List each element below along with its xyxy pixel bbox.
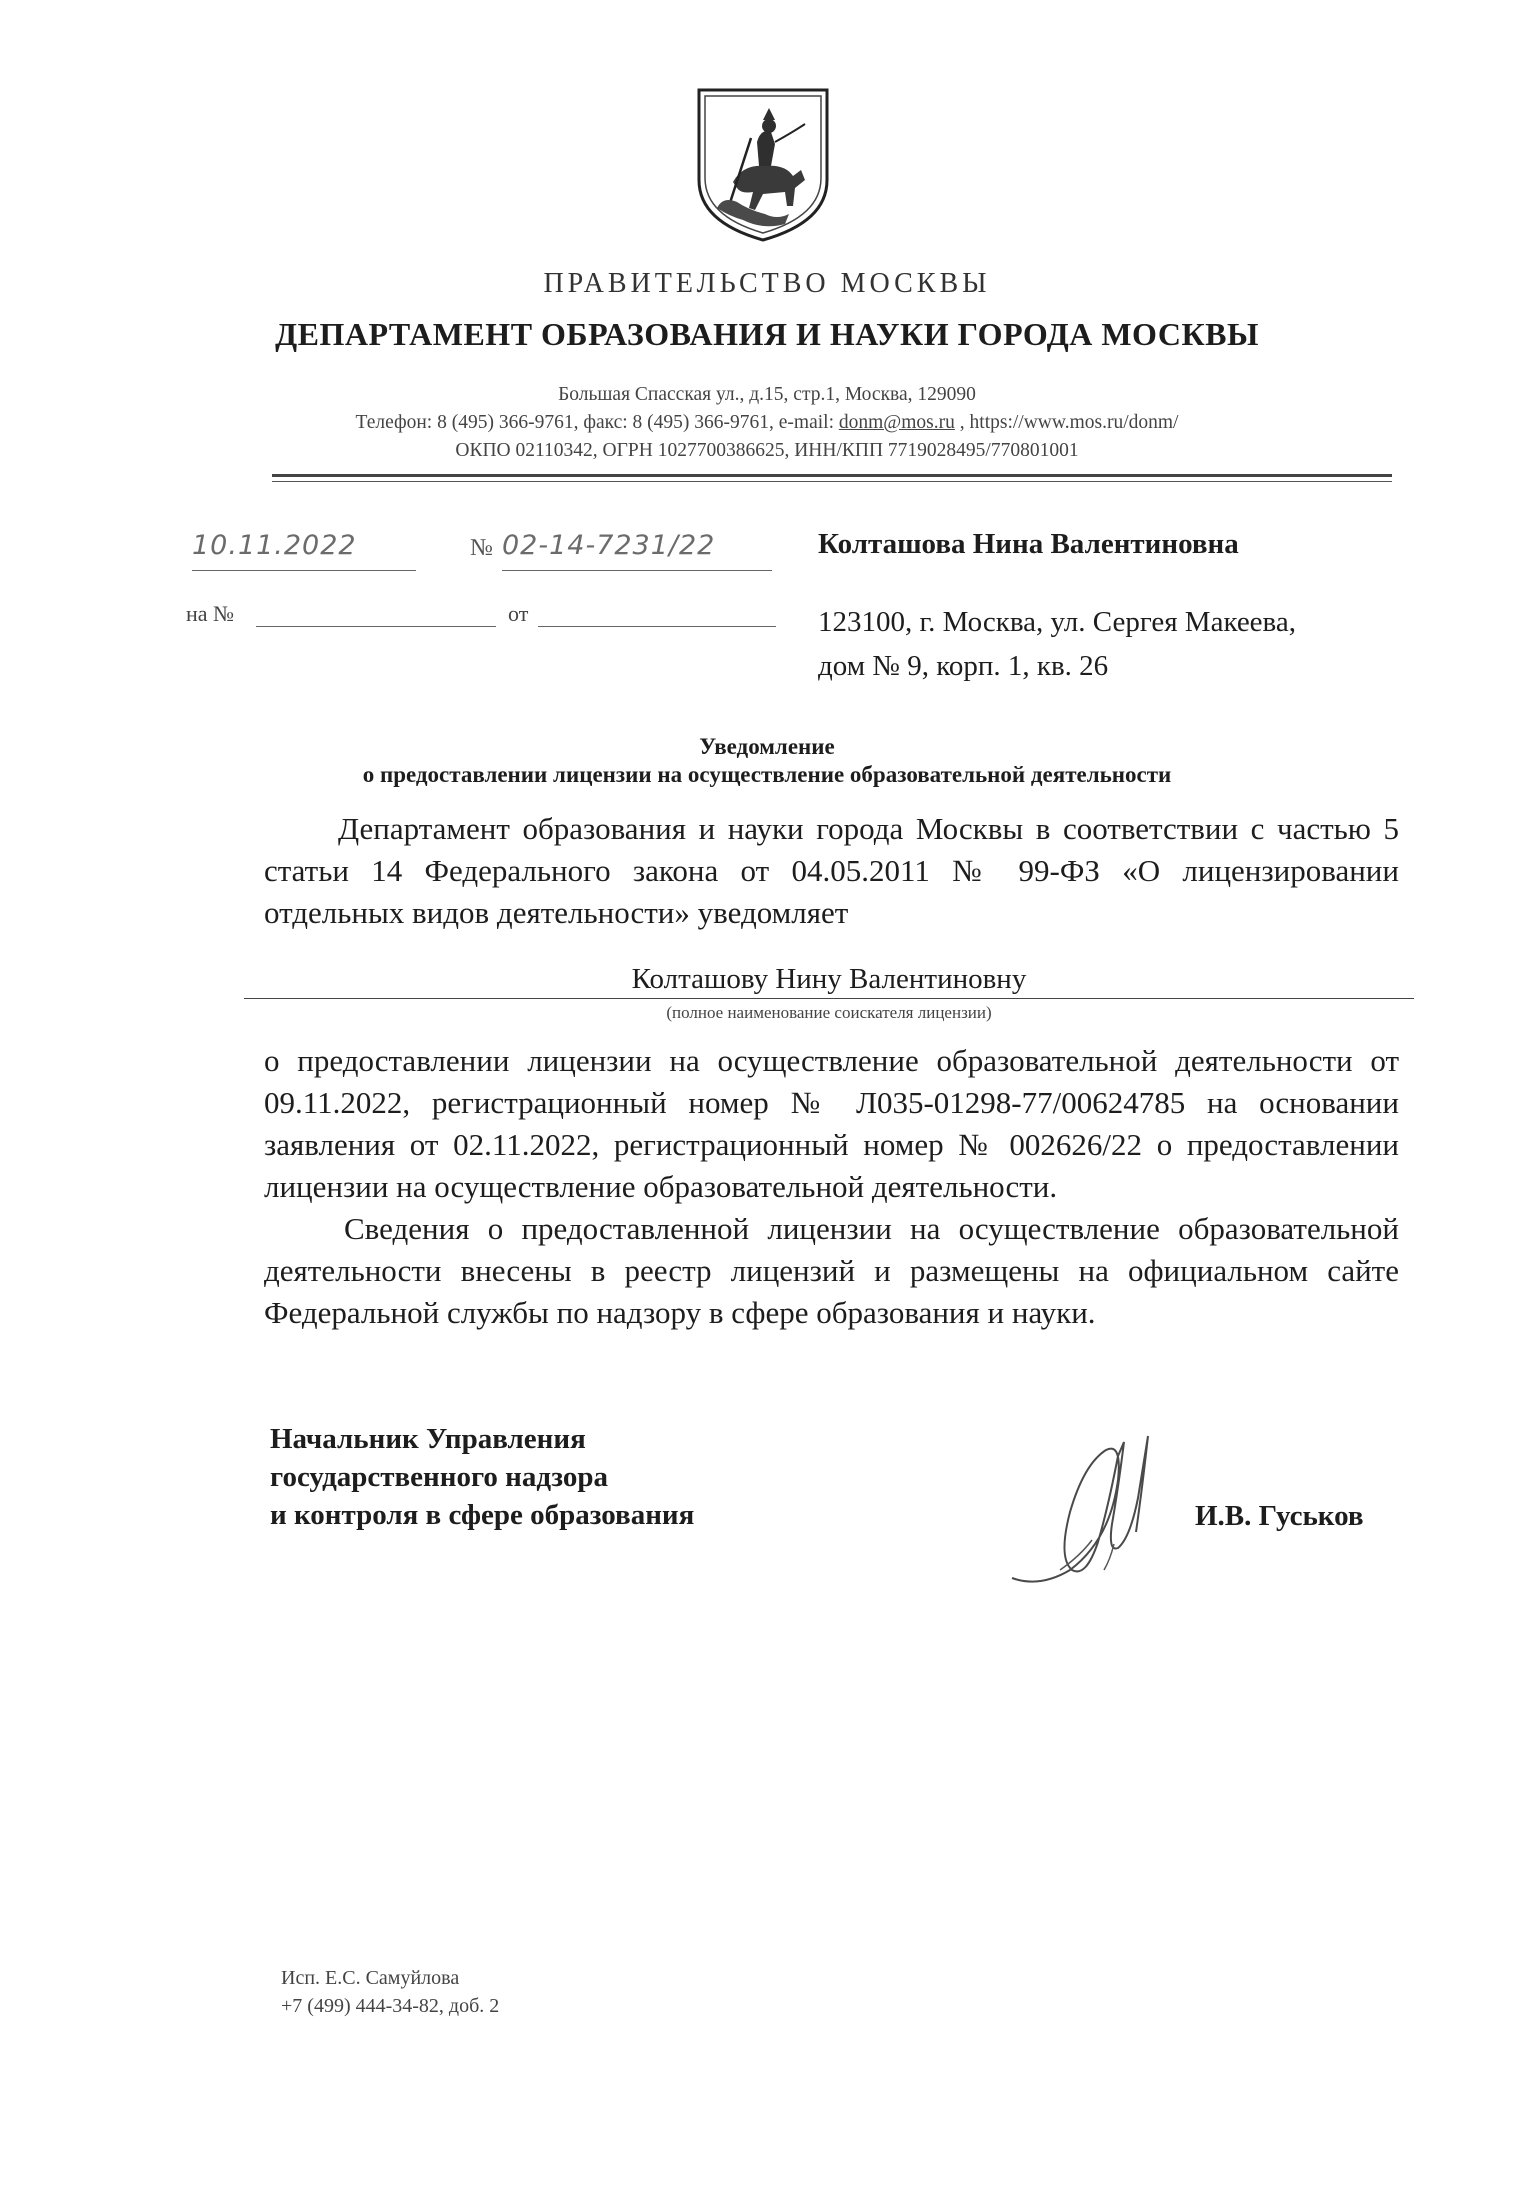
notice-subtitle: о предоставлении лицензии на осуществление образовательной деятельности: [362, 762, 1172, 787]
header-divider: [272, 474, 1392, 477]
signatory-title-line-2: государственного надзора: [270, 1461, 609, 1493]
notice-paragraph-3: Сведения о предоставленной лицензии на осуществление образовательной деятельности внесены в реестр лицензий и размещены на официальном сайте Федеральной службы по надзору в сфере образования и науки.: [264, 1211, 1399, 1330]
signatory-title-line-1: Начальник Управления: [270, 1423, 586, 1455]
recipient-address-line2: дом № 9, корп. 1, кв. 26: [818, 650, 1109, 682]
contacts-website[interactable]: , https://www.mos.ru/donm/: [954, 412, 1179, 433]
government-name: ПРАВИТЕЛЬСТВО МОСКВЫ: [543, 268, 991, 299]
reference-date-line: [538, 626, 776, 627]
recipient-name: Колташова Нина Валентиновна: [818, 528, 1239, 560]
signatory-title: [270, 1420, 694, 1534]
reference-number-label: на №: [186, 601, 235, 626]
reference-number-line: [256, 626, 496, 627]
executor-phone: +7 (499) 444-34-82, доб. 2: [281, 1995, 500, 2017]
department-address: Большая Спасская ул., д.15, стр.1, Москва, 129090: [558, 384, 976, 405]
applicant-caption: (полное наименование соискателя лицензии): [666, 1003, 992, 1022]
applicant-underline: [244, 998, 1414, 999]
department-identifiers: ОКПО 02110342, ОГРН 1027700386625, ИНН/КПП 7719028495/770801001: [455, 440, 1079, 461]
notice-paragraph-1: Департамент образования и науки города Москвы в соответствии с частью 5 статьи 14 Федерального закона от 04.05.2011 № 99-ФЗ «О лицензировании отдельных видов деятельности» уведомляет: [264, 811, 1399, 930]
department-name: ДЕПАРТАМЕНТ ОБРАЗОВАНИЯ И НАУКИ ГОРОДА МОСКВЫ: [275, 316, 1259, 352]
header-divider-thin: [272, 481, 1392, 482]
recipient-address-line1: 123100, г. Москва, ул. Сергея Макеева,: [818, 606, 1296, 638]
executor-name: Исп. Е.С. Самуйлова: [281, 1967, 460, 1989]
executor-block: [281, 1964, 499, 2020]
signatory-title-line-3: и контроля в сфере образования: [270, 1499, 695, 1531]
registration-date: 10.11.2022: [192, 530, 357, 561]
registration-number: 02-14-7231/22: [502, 530, 716, 561]
contacts-email-link[interactable]: donm@mos.ru: [838, 412, 955, 433]
reference-date-label: от: [508, 601, 529, 626]
registration-date-field: [192, 530, 416, 571]
applicant-name: Колташову Нину Валентиновну: [631, 963, 1027, 995]
contacts-phone-fax: Телефон: 8 (495) 366-9761, факс: 8 (495) 366-9761, e-mail:: [355, 412, 839, 433]
moscow-coat-of-arms-icon: [693, 84, 833, 244]
notice-paragraph-2: о предоставлении лицензии на осуществление образовательной деятельности от 09.11.2022, регистрационный номер № Л035-01298-77/00624785 на основании заявления от 02.11.2022, регистрационный номер № 002626/22 о предоставлении лицензии на осуществление образовательной деятельности.: [264, 1043, 1399, 1204]
signatory-name: И.В. Гуськов: [1195, 1500, 1364, 1532]
notice-title: Уведомление: [699, 734, 835, 759]
registration-number-field: [502, 530, 772, 571]
department-contacts: [0, 412, 1534, 434]
signature-icon: [1000, 1420, 1200, 1600]
registration-number-label: №: [470, 535, 493, 561]
